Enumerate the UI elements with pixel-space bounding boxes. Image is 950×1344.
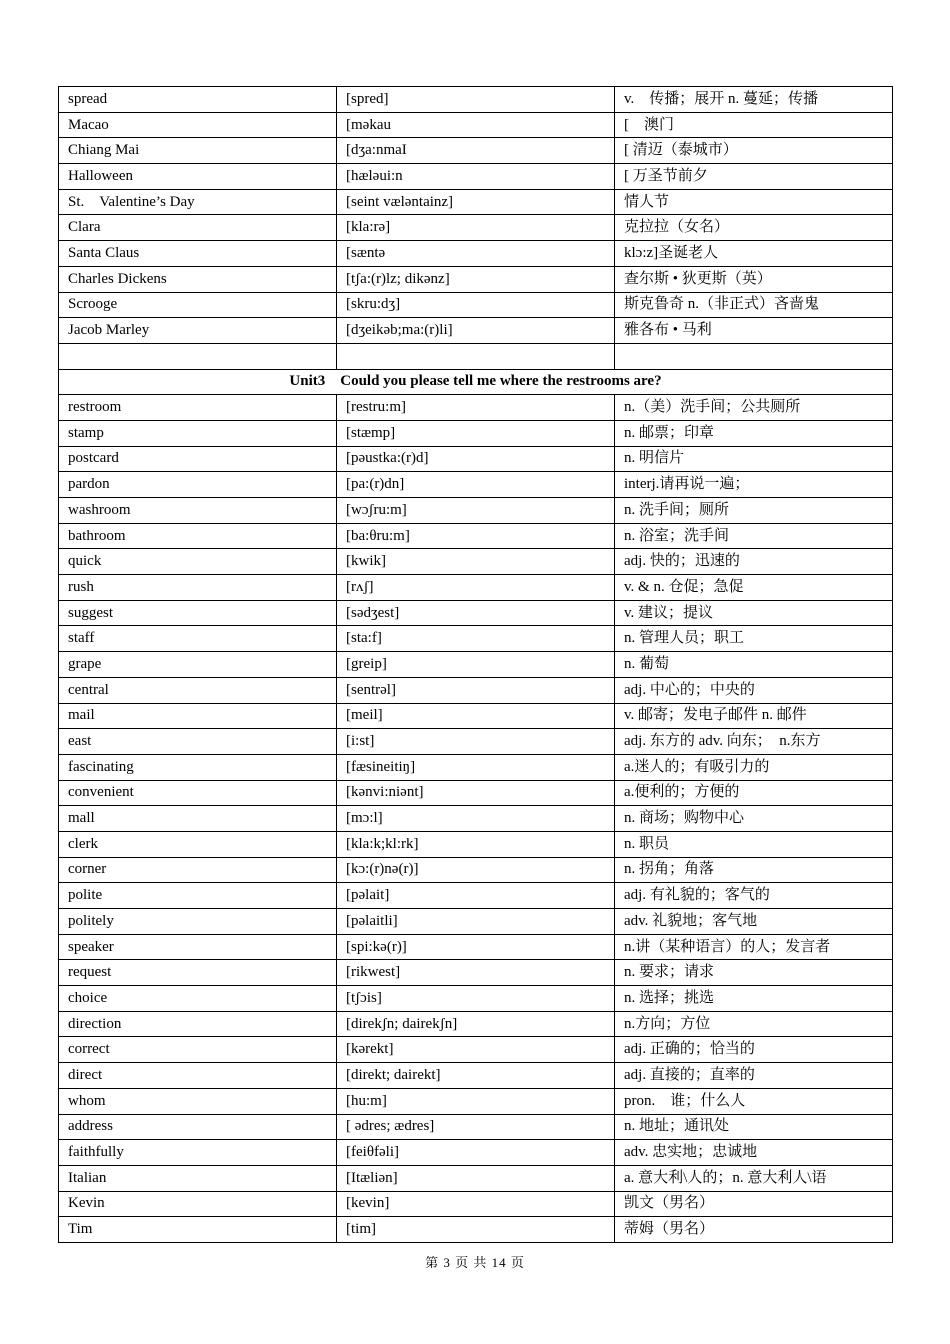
table-row	[59, 1063, 893, 1089]
meaning-cell: n. 洗手间；厕所	[615, 498, 893, 524]
meaning-cell: adj. 正确的；恰当的	[615, 1037, 893, 1063]
word-cell: Chiang Mai	[59, 138, 337, 164]
phonetic-cell: [məkau	[337, 112, 615, 138]
table-row	[59, 626, 893, 652]
phonetic-cell: [pəlait]	[337, 883, 615, 909]
word-cell: Charles Dickens	[59, 266, 337, 292]
vocabulary-table	[58, 86, 893, 1243]
meaning-cell: v. & n. 仓促；急促	[615, 575, 893, 601]
meaning-cell: n. 要求；请求	[615, 960, 893, 986]
word-cell: choice	[59, 986, 337, 1012]
meaning-cell: 情人节	[615, 189, 893, 215]
meaning-cell: n. 葡萄	[615, 652, 893, 678]
phonetic-cell: [spred]	[337, 87, 615, 113]
page-footer	[0, 1252, 950, 1271]
phonetic-cell: [direkt; dairekt]	[337, 1063, 615, 1089]
meaning-cell: n. 选择；挑选	[615, 986, 893, 1012]
word-cell: restroom	[59, 395, 337, 421]
word-cell: stamp	[59, 420, 337, 446]
meaning-cell: n. 职员	[615, 831, 893, 857]
word-cell: corner	[59, 857, 337, 883]
phonetic-cell: [ ədres; ædres]	[337, 1114, 615, 1140]
word-cell: suggest	[59, 600, 337, 626]
phonetic-cell: [pəlaitli]	[337, 909, 615, 935]
phonetic-cell: [pa:(r)dn]	[337, 472, 615, 498]
table-row	[59, 780, 893, 806]
word-cell: direct	[59, 1063, 337, 1089]
table-row	[59, 446, 893, 472]
phonetic-cell: [hu:m]	[337, 1088, 615, 1114]
meaning-cell: v. 建议；提议	[615, 600, 893, 626]
word-cell: Jacob Marley	[59, 318, 337, 344]
table-row	[59, 241, 893, 267]
word-cell: Kevin	[59, 1191, 337, 1217]
word-cell: pardon	[59, 472, 337, 498]
empty-cell	[337, 343, 615, 369]
phonetic-cell: [kwik]	[337, 549, 615, 575]
table-row	[59, 909, 893, 935]
phonetic-cell: [kevin]	[337, 1191, 615, 1217]
meaning-cell: n.讲（某种语言）的人；发言者	[615, 934, 893, 960]
phonetic-cell: [dʒeikəb;ma:(r)li]	[337, 318, 615, 344]
table-row	[59, 575, 893, 601]
meaning-cell: adj. 直接的；直率的	[615, 1063, 893, 1089]
phonetic-cell: [kənvi:niənt]	[337, 780, 615, 806]
table-row	[59, 498, 893, 524]
word-cell: staff	[59, 626, 337, 652]
phonetic-cell: [dʒa:nmaI	[337, 138, 615, 164]
meaning-cell: a.便利的；方便的	[615, 780, 893, 806]
table-row	[59, 549, 893, 575]
table-row	[59, 420, 893, 446]
table-row	[59, 703, 893, 729]
word-cell: clerk	[59, 831, 337, 857]
meaning-cell: n. 明信片	[615, 446, 893, 472]
word-cell: faithfully	[59, 1140, 337, 1166]
phonetic-cell: [Itæliən]	[337, 1165, 615, 1191]
phonetic-cell: [pəustka:(r)d]	[337, 446, 615, 472]
meaning-cell: n. 邮票；印章	[615, 420, 893, 446]
table-row	[59, 986, 893, 1012]
phonetic-cell: [fæsineitiŋ]	[337, 754, 615, 780]
meaning-cell: v. 邮寄；发电子邮件 n. 邮件	[615, 703, 893, 729]
word-cell: convenient	[59, 780, 337, 806]
table-row	[59, 934, 893, 960]
meaning-cell: n.（美）洗手间；公共厕所	[615, 395, 893, 421]
word-cell: east	[59, 729, 337, 755]
table-row	[59, 754, 893, 780]
word-cell: Halloween	[59, 164, 337, 190]
meaning-cell: adv. 礼貌地；客气地	[615, 909, 893, 935]
word-cell: correct	[59, 1037, 337, 1063]
word-cell: speaker	[59, 934, 337, 960]
word-cell: Tim	[59, 1217, 337, 1243]
vocabulary-table-body	[59, 87, 893, 1243]
table-row	[59, 600, 893, 626]
table-row	[59, 292, 893, 318]
page-number-label: 第 3 页 共 14 页	[425, 1255, 525, 1270]
table-row	[59, 1140, 893, 1166]
meaning-cell: [ 清迈（泰城市）	[615, 138, 893, 164]
phonetic-cell: [feiθfəli]	[337, 1140, 615, 1166]
table-row	[59, 87, 893, 113]
meaning-cell: n. 浴室；洗手间	[615, 523, 893, 549]
phonetic-cell: [hæləui:n	[337, 164, 615, 190]
phonetic-cell: [stæmp]	[337, 420, 615, 446]
phonetic-cell: [spi:kə(r)]	[337, 934, 615, 960]
phonetic-cell: [rikwest]	[337, 960, 615, 986]
phonetic-cell: [tim]	[337, 1217, 615, 1243]
word-cell: St. Valentine’s Day	[59, 189, 337, 215]
meaning-cell: n. 地址；通讯处	[615, 1114, 893, 1140]
phonetic-cell: [tʃɔis]	[337, 986, 615, 1012]
unit-heading-row	[59, 369, 893, 395]
meaning-cell: a. 意大利\人的；n. 意大利人\语	[615, 1165, 893, 1191]
meaning-cell: 克拉拉（女名）	[615, 215, 893, 241]
phonetic-cell: [sentrəl]	[337, 677, 615, 703]
phonetic-cell: [kɔ:(r)nə(r)]	[337, 857, 615, 883]
table-row	[59, 1217, 893, 1243]
word-cell: mall	[59, 806, 337, 832]
word-cell: direction	[59, 1011, 337, 1037]
phonetic-cell: [sæntə	[337, 241, 615, 267]
meaning-cell: 雅各布 • 马利	[615, 318, 893, 344]
meaning-cell: adj. 有礼貌的；客气的	[615, 883, 893, 909]
table-row	[59, 164, 893, 190]
table-row	[59, 831, 893, 857]
word-cell: request	[59, 960, 337, 986]
word-cell: polite	[59, 883, 337, 909]
phonetic-cell: [wɔʃru:m]	[337, 498, 615, 524]
word-cell: bathroom	[59, 523, 337, 549]
meaning-cell: pron. 谁；什么人	[615, 1088, 893, 1114]
word-cell: Italian	[59, 1165, 337, 1191]
unit-heading: Unit3 Could you please tell me where the restrooms are?	[59, 369, 893, 395]
table-row	[59, 1037, 893, 1063]
phonetic-cell: [rʌʃ]	[337, 575, 615, 601]
meaning-cell: 蒂姆（男名）	[615, 1217, 893, 1243]
word-cell: politely	[59, 909, 337, 935]
phonetic-cell: [i:st]	[337, 729, 615, 755]
meaning-cell: n. 商场；购物中心	[615, 806, 893, 832]
table-row	[59, 395, 893, 421]
table-row	[59, 883, 893, 909]
meaning-cell: 凯文（男名）	[615, 1191, 893, 1217]
phonetic-cell: [seint væləntainz]	[337, 189, 615, 215]
word-cell: fascinating	[59, 754, 337, 780]
meaning-cell: adj. 东方的 adv. 向东； n.东方	[615, 729, 893, 755]
meaning-cell: n. 管理人员；职工	[615, 626, 893, 652]
phonetic-cell: [kla:rə]	[337, 215, 615, 241]
blank-row	[59, 343, 893, 369]
phonetic-cell: [skru:dʒ]	[337, 292, 615, 318]
table-row	[59, 806, 893, 832]
meaning-cell: klɔ:z]圣诞老人	[615, 241, 893, 267]
phonetic-cell: [tʃa:(r)lz; dikənz]	[337, 266, 615, 292]
meaning-cell: adj. 中心的；中央的	[615, 677, 893, 703]
word-cell: postcard	[59, 446, 337, 472]
table-row	[59, 857, 893, 883]
meaning-cell: interj.请再说一遍；	[615, 472, 893, 498]
empty-cell	[59, 343, 337, 369]
meaning-cell: a.迷人的；有吸引力的	[615, 754, 893, 780]
meaning-cell: n.方向；方位	[615, 1011, 893, 1037]
word-cell: rush	[59, 575, 337, 601]
phonetic-cell: [meil]	[337, 703, 615, 729]
table-row	[59, 318, 893, 344]
meaning-cell: adj. 快的；迅速的	[615, 549, 893, 575]
meaning-cell: v. 传播；展开 n. 蔓延；传播	[615, 87, 893, 113]
empty-cell	[615, 343, 893, 369]
phonetic-cell: [sta:f]	[337, 626, 615, 652]
table-row	[59, 189, 893, 215]
table-row	[59, 1165, 893, 1191]
phonetic-cell: [direkʃn; dairekʃn]	[337, 1011, 615, 1037]
table-row	[59, 652, 893, 678]
phonetic-cell: [kla:k;kl:rk]	[337, 831, 615, 857]
table-row	[59, 1011, 893, 1037]
table-row	[59, 960, 893, 986]
word-cell: spread	[59, 87, 337, 113]
table-row	[59, 1088, 893, 1114]
word-cell: washroom	[59, 498, 337, 524]
table-row	[59, 729, 893, 755]
word-cell: quick	[59, 549, 337, 575]
phonetic-cell: [restru:m]	[337, 395, 615, 421]
word-cell: address	[59, 1114, 337, 1140]
phonetic-cell: [greip]	[337, 652, 615, 678]
word-cell: whom	[59, 1088, 337, 1114]
phonetic-cell: [mɔ:l]	[337, 806, 615, 832]
meaning-cell: 斯克鲁奇 n.（非正式）吝啬鬼	[615, 292, 893, 318]
table-row	[59, 1114, 893, 1140]
table-row	[59, 112, 893, 138]
table-row	[59, 138, 893, 164]
meaning-cell: 查尔斯 • 狄更斯（英）	[615, 266, 893, 292]
word-cell: Clara	[59, 215, 337, 241]
table-row	[59, 215, 893, 241]
phonetic-cell: [ba:θru:m]	[337, 523, 615, 549]
word-cell: grape	[59, 652, 337, 678]
table-row	[59, 1191, 893, 1217]
phonetic-cell: [sədʒest]	[337, 600, 615, 626]
word-cell: Scrooge	[59, 292, 337, 318]
meaning-cell: n. 拐角；角落	[615, 857, 893, 883]
word-cell: Macao	[59, 112, 337, 138]
phonetic-cell: [kərekt]	[337, 1037, 615, 1063]
table-row	[59, 523, 893, 549]
meaning-cell: adv. 忠实地；忠诚地	[615, 1140, 893, 1166]
word-cell: Santa Claus	[59, 241, 337, 267]
table-row	[59, 472, 893, 498]
meaning-cell: [ 万圣节前夕	[615, 164, 893, 190]
table-row	[59, 266, 893, 292]
word-cell: mail	[59, 703, 337, 729]
table-row	[59, 677, 893, 703]
word-cell: central	[59, 677, 337, 703]
meaning-cell: [ 澳门	[615, 112, 893, 138]
